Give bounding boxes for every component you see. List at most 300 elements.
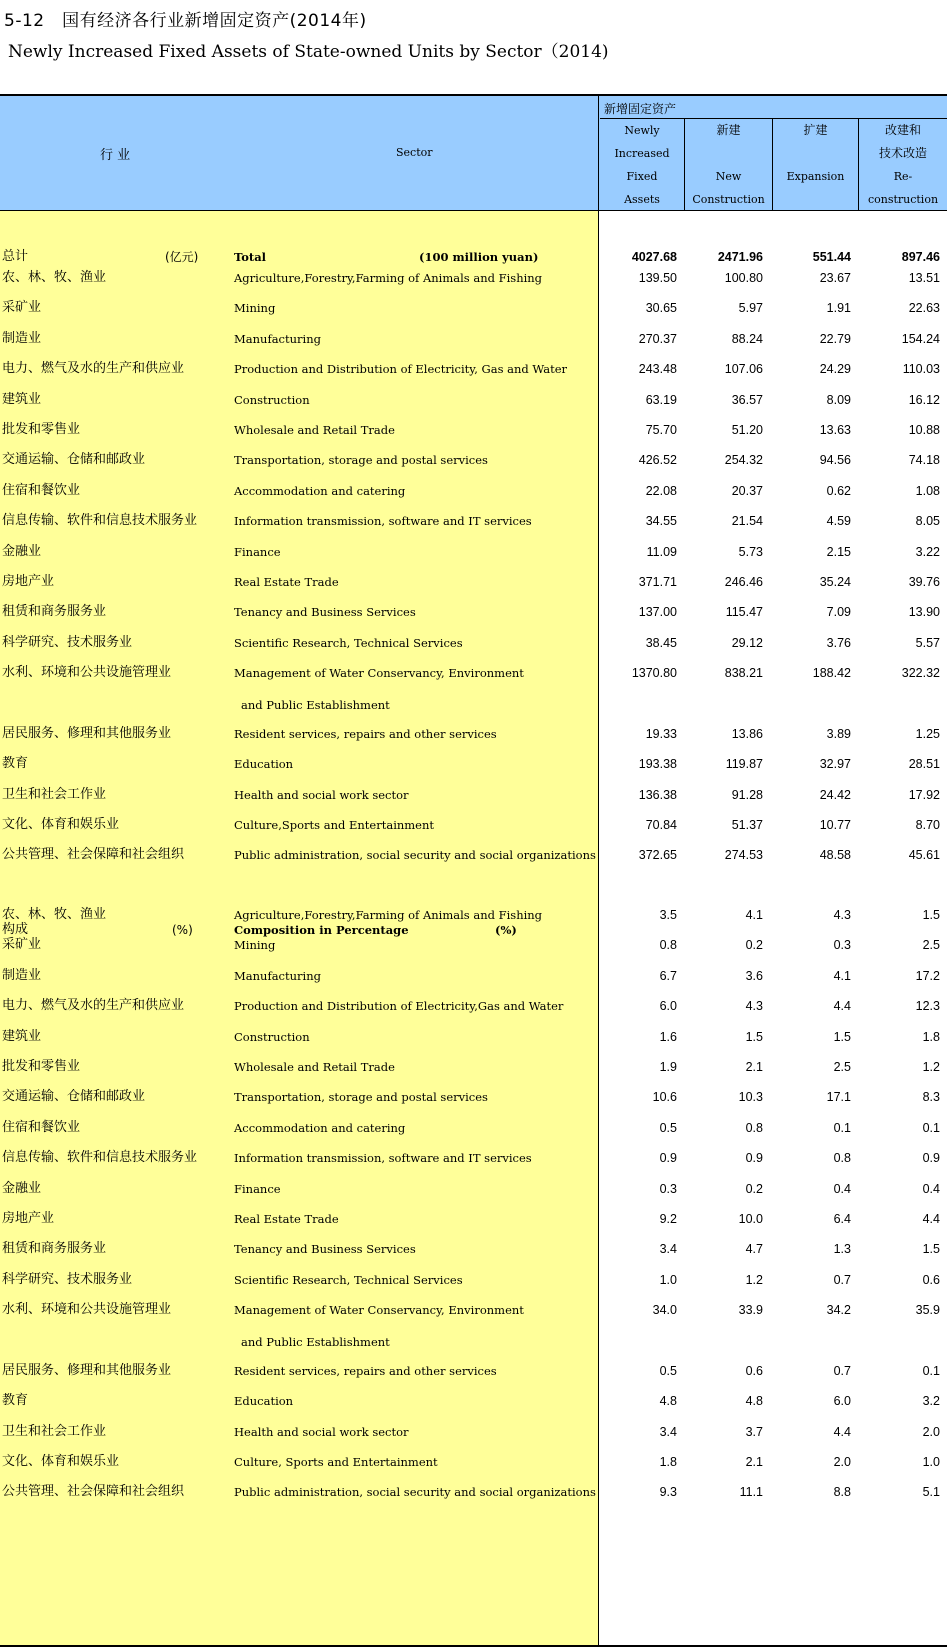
cell-new-construction: 5.73 [738,544,763,559]
cell-expansion: 17.1 [826,1090,851,1105]
cell-expansion: 22.79 [819,331,851,346]
header-text: Newly [624,124,660,137]
cell-newly-increased: 1370.80 [631,666,677,681]
cell-new-construction: 3.7 [745,1424,763,1439]
cell-newly-increased: 75.70 [645,423,677,437]
header-industry-cn: 行 业 [100,148,131,163]
table-row [0,1385,947,1417]
cell-new-construction: 88.24 [731,331,763,346]
cell-newly-increased: 139.50 [638,271,677,285]
cell-reconstruction: 897.46 [901,250,940,264]
cell-new-construction: 36.57 [731,392,763,407]
cell-reconstruction: 4.4 [922,1212,940,1226]
cell-newly-increased: 0.3 [659,1181,677,1196]
cell-newly-increased: 3.4 [659,1424,677,1439]
cell-expansion: 0.7 [833,1363,851,1378]
cell-reconstruction: 1.25 [915,726,940,741]
header-text: Expansion [786,170,845,183]
cell-reconstruction: 1.5 [922,1242,940,1257]
page-title-cn: 5-12 国有经济各行业新增固定资产(2014年) [4,11,367,31]
cell-reconstruction: 2.0 [922,1424,940,1439]
table-row [0,899,947,931]
row-label-cn: 科学研究、技术服务业 [2,1271,133,1287]
cell-reconstruction: 1.8 [922,1029,940,1044]
row-label-cn: 建筑业 [2,1028,42,1044]
cell-expansion: 3.76 [826,635,851,650]
cell-reconstruction: 322.32 [901,666,940,681]
header-col-new-construction [685,119,772,211]
row-label-cn: 居民服务、修理和其他服务业 [2,725,172,741]
cell-reconstruction: 39.76 [908,575,940,589]
row-label-en: Information transmission, software and IT services [234,514,532,529]
header-text: Re- [893,170,913,183]
cell-new-construction: 1.2 [745,1272,763,1287]
cell-new-construction: 29.12 [731,635,763,650]
cell-newly-increased: 19.33 [645,726,677,741]
row-label-en: Public administration, social security and social organizations [234,848,596,863]
cell-reconstruction: 28.51 [908,757,940,772]
cell-newly-increased: 9.3 [659,1485,677,1500]
row-label-en: Information transmission, software and IT services [234,1151,532,1166]
table-row [0,1355,947,1387]
table-row [0,596,947,628]
cell-reconstruction: 17.92 [908,787,940,802]
row-label-en: Manufacturing [234,331,321,346]
cell-new-construction: 4.1 [745,908,763,922]
header-text: 新建 [716,123,741,137]
cell-expansion: 10.77 [819,817,851,832]
row-label-cn: 批发和零售业 [2,422,81,437]
cell-newly-increased: 11.09 [646,544,677,559]
row-label-cn: 公共管理、社会保障和社会组织 [2,1484,185,1500]
row-label-en: Agriculture,Forestry,Farming of Animals and Fishing [234,908,543,922]
table-row [0,1233,947,1265]
cell-reconstruction: 110.03 [902,362,940,377]
cell-new-construction: 0.8 [745,1120,763,1135]
cell-expansion: 13.63 [819,423,851,437]
row-label-cn: 公共管理、社会保障和社会组织 [2,847,185,863]
cell-new-construction: 4.3 [745,999,763,1014]
cell-expansion: 4.1 [833,968,851,983]
cell-expansion: 94.56 [819,453,851,468]
cell-expansion: 1.91 [826,301,851,316]
cell-new-construction: 838.21 [724,666,763,681]
header-text: Assets [624,193,660,206]
table-row [0,990,947,1022]
cell-reconstruction: 5.57 [915,635,940,650]
row-label-cn: 水利、环境和公共设施管理业 [2,1302,172,1318]
header-text-spacer [685,142,772,165]
row-label-en: Education [234,757,294,772]
row-label-cn: 构成 [2,922,29,937]
table-row [0,414,947,446]
table-row [0,323,947,355]
cell-expansion: 4.3 [833,908,851,922]
cell-expansion: 4.4 [833,1424,851,1439]
cell-expansion: 24.29 [819,362,851,377]
cell-newly-increased: 9.2 [659,1212,677,1226]
cell-newly-increased: 10.6 [652,1090,677,1105]
cell-reconstruction: 45.61 [908,848,940,863]
row-label-en: Public administration, social security and social organizations [234,1485,596,1500]
header-col-reconstruction [859,119,947,211]
cell-expansion: 0.1 [833,1120,851,1135]
row-label-cn: 住宿和餐饮业 [2,1119,81,1135]
header-text: 改建和 [884,123,921,137]
row-label-en: Manufacturing [234,968,321,983]
cell-new-construction: 4.8 [745,1394,763,1409]
row-label-cn: 卫生和社会工作业 [2,1423,107,1439]
row-label-en: Production and Distribution of Electricity, Gas and Water [234,362,568,377]
cell-new-construction: 0.2 [745,938,763,953]
cell-newly-increased: 38.45 [645,635,677,650]
row-label-en: Tenancy and Business Services [234,605,416,620]
row-label-cn: 制造业 [2,330,42,346]
row-label-en: Composition in Percentage [234,923,409,937]
cell-newly-increased: 0.9 [659,1151,677,1166]
cell-expansion: 2.15 [826,544,851,559]
row-label-en: Resident services, repairs and other services [234,1363,497,1378]
cell-expansion: 6.4 [833,1212,851,1226]
row-label-en: Transportation, storage and postal services [234,1090,488,1105]
table-row [0,536,947,568]
cell-new-construction: 254.32 [724,453,763,468]
cell-reconstruction: 17.2 [915,968,940,983]
cell-reconstruction: 10.88 [908,423,940,437]
cell-newly-increased: 4027.68 [631,250,677,264]
cell-new-construction: 246.46 [724,575,763,589]
row-label-cn: 水利、环境和公共设施管理业 [2,665,172,681]
cell-expansion: 4.59 [826,514,851,529]
row-label-cn: 租赁和商务服务业 [2,1241,107,1257]
cell-expansion: 2.0 [833,1454,851,1469]
table-row [0,657,947,713]
cell-new-construction: 0.6 [745,1363,763,1378]
table-row [0,627,947,659]
row-label-cn: 科学研究、技术服务业 [2,634,133,650]
table-header-left [0,96,598,211]
table-row [0,1021,947,1053]
header-text: New [715,170,742,183]
table-row [0,1142,947,1174]
cell-reconstruction: 2.5 [922,938,940,953]
row-label-en: Health and social work sector [234,1424,409,1439]
table-row [0,929,947,961]
cell-expansion: 48.58 [819,848,851,863]
table-row [0,718,947,750]
cell-new-construction: 115.47 [725,605,763,620]
row-label-cn: 教育 [2,1393,29,1409]
cell-reconstruction: 35.9 [915,1303,940,1318]
cell-expansion: 551.44 [812,250,851,264]
cell-expansion: 3.89 [826,726,851,741]
table-row [0,505,947,537]
cell-new-construction: 13.86 [731,726,763,741]
cell-new-construction: 33.9 [738,1303,763,1318]
cell-reconstruction: 22.63 [908,301,940,316]
row-label-cn: 采矿业 [2,937,42,953]
row-label-cn: 建筑业 [2,391,42,407]
table-row [0,475,947,507]
row-label-en: Management of Water Conservancy, Environment [234,1303,524,1318]
cell-new-construction: 11.1 [739,1485,763,1500]
cell-reconstruction: 74.18 [908,453,940,468]
row-label-cn: 房地产业 [2,574,55,589]
cell-expansion: 0.3 [833,938,851,953]
cell-expansion: 23.67 [819,271,851,285]
cell-expansion: 34.2 [826,1303,851,1318]
cell-reconstruction: 0.4 [922,1181,940,1196]
row-label-en-continued: and Public Establishment [241,1335,390,1350]
cell-newly-increased: 193.38 [638,757,677,772]
cell-reconstruction: 0.6 [922,1272,940,1287]
row-label-cn: 农、林、牧、渔业 [2,270,107,285]
table-row [0,1294,947,1350]
row-label-cn: 制造业 [2,967,42,983]
cell-newly-increased: 1.9 [659,1060,677,1074]
row-label-en: Tenancy and Business Services [234,1242,416,1257]
cell-newly-increased: 426.52 [638,453,677,468]
row-label-en: Finance [234,1181,281,1196]
table-row [0,1476,947,1508]
row-unit-cn: (亿元) [165,250,199,264]
cell-reconstruction: 16.12 [908,392,940,407]
header-sector-en: Sector [396,146,433,159]
row-label-cn: 交通运输、仓储和邮政业 [2,1089,146,1105]
row-label-cn: 金融业 [2,1180,42,1196]
cell-newly-increased: 270.37 [638,331,677,346]
cell-newly-increased: 4.8 [659,1394,677,1409]
table-row [0,960,947,992]
table-row [0,353,947,385]
row-label-en: Finance [234,544,281,559]
cell-new-construction: 10.0 [738,1212,763,1226]
row-label-en: Construction [234,1029,310,1044]
table-row [0,1112,947,1144]
cell-newly-increased: 6.0 [659,999,677,1014]
table-row [0,1081,947,1113]
row-label-en: Real Estate Trade [234,575,339,589]
cell-expansion: 8.09 [826,392,851,407]
cell-new-construction: 274.53 [724,848,763,863]
row-label-cn: 金融业 [2,543,42,559]
cell-newly-increased: 3.4 [659,1242,677,1257]
table-row [0,1264,947,1296]
table-row [0,748,947,780]
row-label-en-continued: and Public Establishment [241,698,390,713]
row-label-en: Transportation, storage and postal services [234,453,488,468]
table-row [0,262,947,294]
cell-expansion: 8.8 [833,1485,851,1500]
cell-expansion: 0.7 [833,1272,851,1287]
cell-newly-increased: 30.65 [645,301,677,316]
cell-newly-increased: 137.00 [638,605,677,620]
header-text: construction [867,193,939,206]
table-row [0,839,947,871]
cell-new-construction: 51.37 [731,817,763,832]
cell-new-construction: 20.37 [731,483,763,498]
row-label-cn: 采矿业 [2,300,42,316]
cell-new-construction: 100.80 [724,271,763,285]
table-row [0,779,947,811]
header-col-newly-increased [600,119,684,211]
cell-newly-increased: 372.65 [638,848,677,863]
row-label-cn: 批发和零售业 [2,1059,81,1074]
table-row [0,1203,947,1235]
cell-reconstruction: 3.22 [915,544,940,559]
table-row [0,566,947,598]
header-text: Increased [614,147,670,160]
cell-expansion: 0.62 [826,483,851,498]
cell-newly-increased: 0.5 [659,1363,677,1378]
cell-newly-increased: 136.38 [638,787,677,802]
header-group-cn: 新增固定资产 [604,102,677,116]
cell-new-construction: 0.9 [745,1151,763,1166]
table-row [0,444,947,476]
row-label-cn: 电力、燃气及水的生产和供应业 [2,361,185,377]
row-label-en: Production and Distribution of Electricity,Gas and Water [234,999,564,1014]
cell-reconstruction: 13.51 [908,271,940,285]
cell-new-construction: 2471.96 [717,250,763,264]
cell-new-construction: 2.1 [745,1454,763,1469]
header-text-spacer [773,142,858,165]
cell-reconstruction: 12.3 [915,999,940,1014]
cell-new-construction: 4.7 [745,1242,763,1257]
cell-new-construction: 119.87 [725,757,763,772]
cell-reconstruction: 0.1 [922,1120,940,1135]
row-label-en: Wholesale and Retail Trade [234,1060,395,1074]
table-row [0,809,947,841]
header-text: 技术改造 [878,146,927,160]
row-label-en: Culture,Sports and Entertainment [234,817,435,832]
cell-reconstruction: 13.90 [908,605,940,620]
table-row [0,384,947,416]
row-label-en: Education [234,1394,294,1409]
cell-reconstruction: 8.05 [915,514,940,529]
cell-newly-increased: 70.84 [645,817,677,832]
cell-reconstruction: 1.2 [922,1060,940,1074]
header-text: 扩建 [803,123,828,137]
row-label-en: Culture, Sports and Entertainment [234,1454,438,1469]
cell-reconstruction: 1.0 [922,1454,940,1469]
row-label-cn: 文化、体育和娱乐业 [2,816,120,832]
row-label-en: Real Estate Trade [234,1212,339,1226]
header-col-expansion [773,119,858,188]
row-label-cn: 电力、燃气及水的生产和供应业 [2,998,185,1014]
row-label-cn: 总计 [2,249,29,264]
cell-new-construction: 5.97 [738,301,763,316]
row-label-cn: 交通运输、仓储和邮政业 [2,452,146,468]
row-label-cn: 居民服务、修理和其他服务业 [2,1362,172,1378]
cell-newly-increased: 34.0 [652,1303,677,1318]
row-label-en: Resident services, repairs and other services [234,726,497,741]
page-title-en: Newly Increased Fixed Assets of State-owned Units by Sector（2014) [8,42,609,62]
cell-newly-increased: 0.8 [659,938,677,953]
header-text: Construction [692,193,765,206]
row-unit-en: (%) [495,923,517,937]
row-label-cn: 租赁和商务服务业 [2,604,107,620]
cell-new-construction: 10.3 [738,1090,763,1105]
row-label-en: Wholesale and Retail Trade [234,423,395,437]
row-label-en: Mining [234,301,276,316]
cell-new-construction: 2.1 [745,1060,763,1074]
row-label-cn: 信息传输、软件和信息技术服务业 [2,513,198,529]
table-bottom-rule [0,1645,947,1647]
cell-newly-increased: 1.8 [659,1454,677,1469]
cell-new-construction: 107.06 [724,362,763,377]
row-unit-en: (100 million yuan) [419,250,539,264]
cell-newly-increased: 0.5 [659,1120,677,1135]
row-label-en: Accommodation and catering [234,1120,406,1135]
cell-reconstruction: 8.70 [915,817,940,832]
cell-reconstruction: 1.5 [922,908,940,922]
cell-newly-increased: 22.08 [645,483,677,498]
cell-new-construction: 91.28 [731,787,763,802]
row-label-cn: 住宿和餐饮业 [2,482,81,498]
table-row [0,1173,947,1205]
cell-expansion: 7.09 [826,605,851,620]
cell-expansion: 2.5 [833,1060,851,1074]
cell-expansion: 6.0 [833,1394,851,1409]
cell-expansion: 0.8 [833,1151,851,1166]
cell-newly-increased: 34.55 [645,514,677,529]
table-row [0,1051,947,1083]
row-label-cn: 农、林、牧、渔业 [2,907,107,922]
row-unit-cn: (%) [172,923,193,937]
cell-newly-increased: 6.7 [659,968,677,983]
row-label-en: Management of Water Conservancy, Environment [234,666,524,681]
cell-new-construction: 3.6 [745,968,763,983]
cell-newly-increased: 371.71 [638,575,677,589]
row-label-en: Agriculture,Forestry,Farming of Animals and Fishing [234,271,543,285]
row-label-en: Total [234,250,267,264]
table-row [0,1416,947,1448]
cell-reconstruction: 0.1 [922,1363,940,1378]
table-row [0,1446,947,1478]
cell-expansion: 0.4 [833,1181,851,1196]
row-label-en: Scientific Research, Technical Services [234,1272,463,1287]
cell-new-construction: 21.54 [731,514,763,529]
cell-newly-increased: 3.5 [659,908,677,922]
cell-new-construction: 0.2 [745,1181,763,1196]
row-label-cn: 卫生和社会工作业 [2,786,107,802]
row-label-en: Mining [234,938,276,953]
cell-new-construction: 1.5 [745,1029,763,1044]
cell-expansion: 4.4 [833,999,851,1014]
row-label-en: Health and social work sector [234,787,409,802]
row-label-cn: 教育 [2,756,29,772]
table-row [0,292,947,324]
cell-newly-increased: 1.6 [659,1029,677,1044]
header-text: Fixed [626,170,658,183]
cell-newly-increased: 243.48 [638,362,677,377]
cell-reconstruction: 0.9 [922,1151,940,1166]
row-label-cn: 房地产业 [2,1211,55,1226]
cell-new-construction: 51.20 [731,423,763,437]
cell-reconstruction: 5.1 [922,1485,940,1500]
cell-reconstruction: 8.3 [922,1090,940,1105]
cell-reconstruction: 1.08 [915,483,940,498]
cell-reconstruction: 154.24 [901,331,940,346]
cell-expansion: 24.42 [819,787,851,802]
row-label-en: Accommodation and catering [234,483,406,498]
cell-expansion: 1.3 [833,1242,851,1257]
cell-newly-increased: 63.19 [645,392,677,407]
cell-reconstruction: 3.2 [922,1394,940,1409]
row-label-en: Scientific Research, Technical Services [234,635,463,650]
cell-expansion: 188.42 [812,666,851,681]
row-label-cn: 文化、体育和娱乐业 [2,1453,120,1469]
